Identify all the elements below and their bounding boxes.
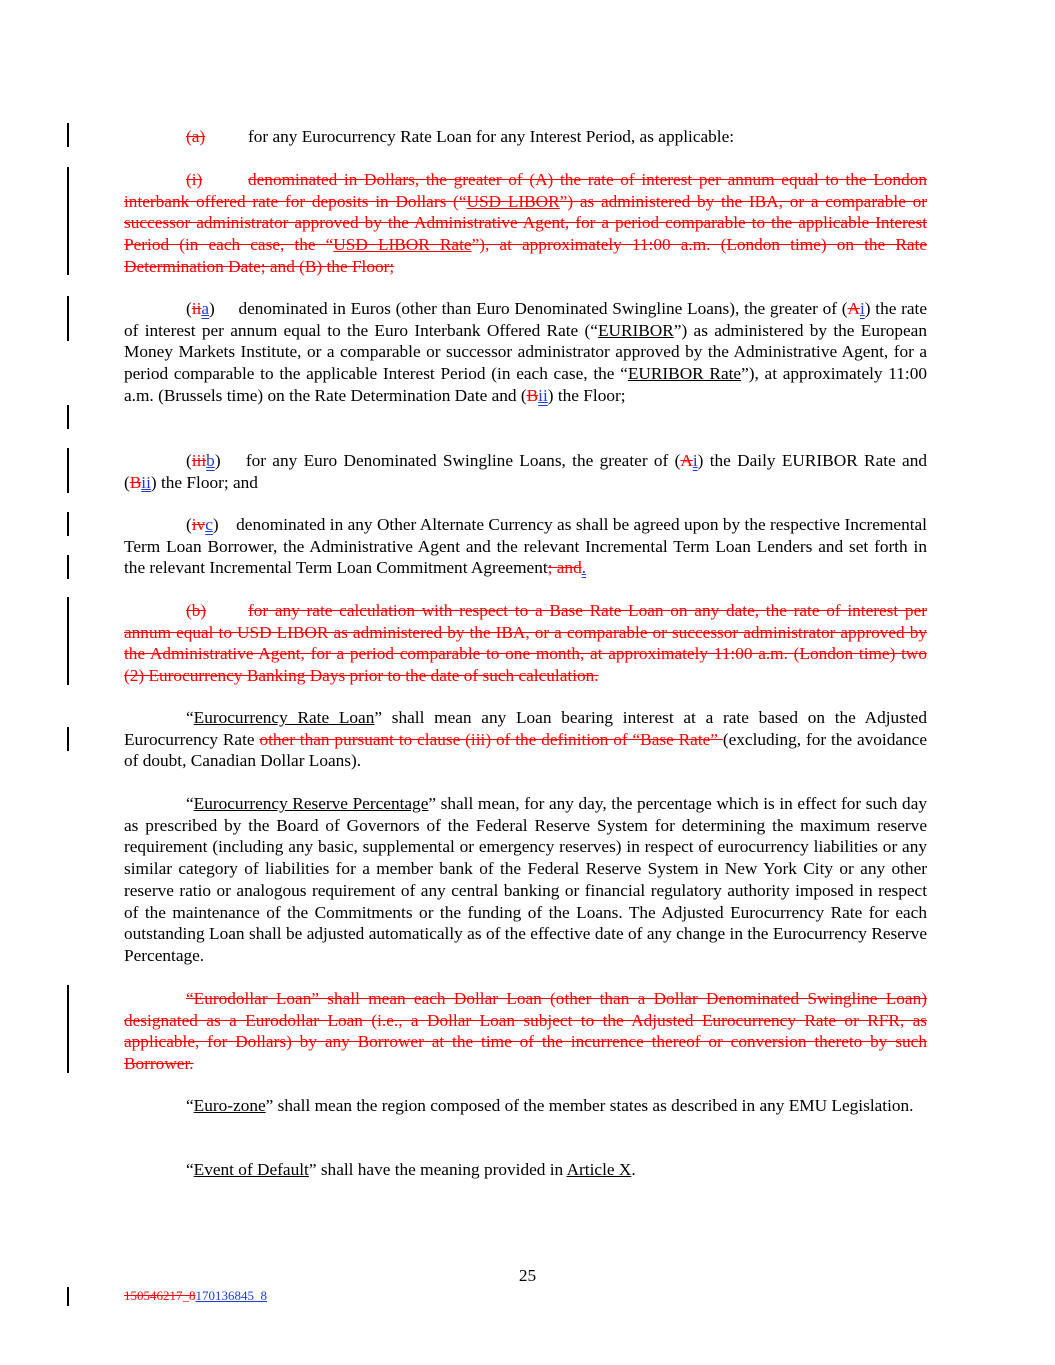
clause-ii: (iia) denominated in Euros (other than Euro Denominated Swingline Loans), the greater of (Ai) the rate of interest per annum equal to the Euro Interbank Offered Rate (“EURIBOR”) as administered by the European Money Markets Institute, or a comparable or successor administrator approved by the Administrative Agent, for a period comparable to the applicable Interest Period (in each case, the “EURIBOR Rate”), at approximately 11:00 a.m. (Brussels time) on the Rate Determination Date and (Bii) the Floor;: [124, 299, 928, 405]
definition-text: ” shall mean, for any day, the percentage which is in effect for such day as prescribed by the Board of Governors of the Federal Reserve System for determining the maximum reserve requirement (including any basic, supplemental or emergency reserves) in respect of eurocurrency liabilities or any similar category of liabilities for a member bank of the Federal Reserve System in New York City or any other reserve ratio or analogous requirement of any central banking or financial regulatory authority imposed in respect of the maintenance of the Commitments or the funding of the Loans. The Adjusted Eurocurrency Rate for each outstanding Loan shall be adjusted automatically as of the effective date of any change in the Eurocurrency Reserve Percentage.: [124, 794, 928, 965]
page-number: 25: [518, 1266, 537, 1285]
inserted-text: i: [859, 299, 865, 318]
document-id: [124, 1288, 267, 1304]
clause-i-text: ”) as administered by the IBA, or a comparable or successor administrator approved by the Administrative Agent, for a period comparable to the applicable Interest Period (in each case, the “: [124, 191, 928, 255]
clause-iii: (iiib) for any Euro Denominated Swingline Loans, the greater of (Ai) the Daily EURIBOR Rate and (Bii) the Floor; and: [124, 451, 927, 492]
clause-a: [124, 126, 927, 148]
definition-text: (excluding, for the avoidance of doubt, Canadian Dollar Loans).: [124, 729, 927, 771]
change-bar: [67, 555, 69, 579]
clause-b-deleted: [124, 600, 927, 687]
inserted-label: b: [206, 451, 215, 470]
term-euribor: EURIBOR: [597, 320, 674, 340]
clause-a-label: (a): [186, 127, 206, 146]
deleted-label: iv: [191, 515, 206, 534]
definition-eurocurrency-rate-loan: [124, 707, 927, 772]
definition-event-of-default: [124, 1159, 927, 1181]
change-bar: [67, 405, 69, 429]
change-bar: [67, 1287, 69, 1306]
clause-b-label: (b): [186, 601, 207, 620]
clause-text: denominated in any Other Alternate Currency as shall be agreed upon by the respective Incremental Term Loan Borrower, the Administrative Agent and the relevant Incremental Term Loan Lenders and set forth in the relevant Incremental Term Loan Commitment Agreement: [124, 515, 927, 578]
defined-term: Event of Default: [193, 1160, 309, 1179]
clause-text: for any Euro Denominated Swingline Loans, the greater of (: [245, 451, 681, 470]
definition-eurodollar-loan-deleted: [124, 988, 927, 1075]
clause-a-text: for any Eurocurrency Rate Loan for any Interest Period, as applicable:: [248, 127, 735, 146]
inserted-text: .: [581, 558, 587, 578]
definition-text: .: [631, 1160, 636, 1179]
change-bar: [67, 448, 69, 493]
term-usd-libor: USD LIBOR: [466, 191, 560, 211]
clause-text: ) the Floor;: [547, 385, 626, 405]
change-bar: [67, 296, 69, 341]
clause-text: ”), at approximately 11:00 a.m. (Brussels time) on the Rate Determination Date and (: [124, 364, 928, 405]
deleted-text: A: [680, 451, 693, 470]
old-document-id: 150546217_8: [124, 1288, 196, 1303]
definition-eurocurrency-reserve-percentage: [124, 793, 927, 967]
defined-term: Eurocurrency Rate Loan: [193, 708, 375, 727]
clause-i-text: ”), at approximately 11:00 a.m. (London time) on the Rate Determination Date; and (B) the Floor;: [124, 235, 927, 276]
change-bar: [67, 512, 69, 536]
definition-text: ” shall mean any Loan bearing interest at a rate based on the Adjusted Eurocurrency Rate: [124, 708, 927, 749]
change-bar: [67, 167, 69, 275]
inserted-label: a: [201, 299, 210, 318]
deleted-text: A: [847, 299, 860, 318]
clause-text: denominated in Euros (other than Euro Denominated Swingline Loans), the greater of (: [238, 299, 848, 318]
new-document-id: 170136845_8: [195, 1288, 267, 1303]
clause-iv: (ivc) denominated in any Other Alternate Currency as shall be agreed upon by the respective Incremental Term Loan Borrower, the Administrative Agent and the relevant Incremental Term Loan Lenders and set forth in the relevant Incremental Term Loan Commitment Agreement; and.: [124, 515, 927, 578]
clause-text: ”) as administered by the European Money Markets Institute, or a comparable or successor administrator approved by the Administrative Agent, for a period comparable to the applicable Interest Period (in each case, the “: [124, 320, 927, 384]
term-euribor-rate: EURIBOR Rate: [627, 364, 742, 384]
clause-text: ) the Daily EURIBOR Rate and (: [124, 451, 927, 492]
inserted-text: ii: [538, 385, 548, 405]
deleted-text: ; and: [547, 558, 582, 578]
term-usd-libor-rate: USD LIBOR Rate: [333, 235, 472, 255]
inserted-text: ii: [141, 472, 151, 492]
deleted-label: ii: [191, 299, 202, 318]
inserted-text: i: [692, 451, 698, 470]
change-bar: [67, 597, 69, 685]
defined-term: Euro-zone: [193, 1096, 266, 1115]
definition-text: “Eurodollar Loan” shall mean each Dollar Loan (other than a Dollar Denominated Swingline Loan) designated as a Eurodollar Loan (i.e., a Dollar Loan subject to the Adjusted Eurocurrency Rate or RFR, as applicable, for Dollars) by any Borrower at the time of the incurrence thereof or conversion thereto by such Borrower.: [124, 989, 927, 1074]
clause-i-text: denominated in Dollars, the greater of (A) the rate of interest per annum equal to the London interbank offered rate for deposits in Dollars (“: [124, 170, 927, 211]
change-bar: [67, 985, 69, 1073]
clause-b-text: for any rate calculation with respect to a Base Rate Loan on any date, the rate of interest per annum equal to USD LIBOR as administered by the IBA, or a comparable or successor administrator approved by the Administrative Agent, for a period comparable to one month, at approximately 11:00 a.m. (London time) two (2) Eurocurrency Banking Days prior to the date of such calculation.: [124, 601, 927, 686]
change-bar: [67, 727, 69, 751]
deleted-text: B: [526, 385, 539, 405]
quote-mark: “: [186, 794, 194, 813]
definition-text: ” shall mean the region composed of the member states as described in any EMU Legislation.: [265, 1096, 914, 1115]
change-bar: [67, 123, 69, 147]
definition-text: ” shall have the meaning provided in: [308, 1160, 567, 1179]
inserted-label: c: [205, 515, 213, 534]
quote-mark: “: [186, 1160, 194, 1179]
deleted-text: other than pursuant to clause (iii) of the definition of “Base Rate”: [259, 729, 723, 749]
quote-mark: “: [186, 708, 194, 727]
article-x-reference: Article X: [566, 1160, 632, 1179]
deleted-text: B: [129, 472, 142, 492]
clause-i-label: (i): [186, 170, 203, 189]
defined-term: Eurocurrency Reserve Percentage: [193, 794, 429, 813]
clause-text: ) the Floor; and: [150, 472, 258, 492]
clause-text: ) the rate of interest per annum equal to the Euro Interbank Offered Rate (“: [124, 299, 928, 340]
clause-i-deleted: [124, 169, 927, 278]
quote-mark: “: [186, 1096, 194, 1115]
definition-euro-zone: [124, 1095, 927, 1117]
deleted-label: iii: [191, 451, 207, 470]
